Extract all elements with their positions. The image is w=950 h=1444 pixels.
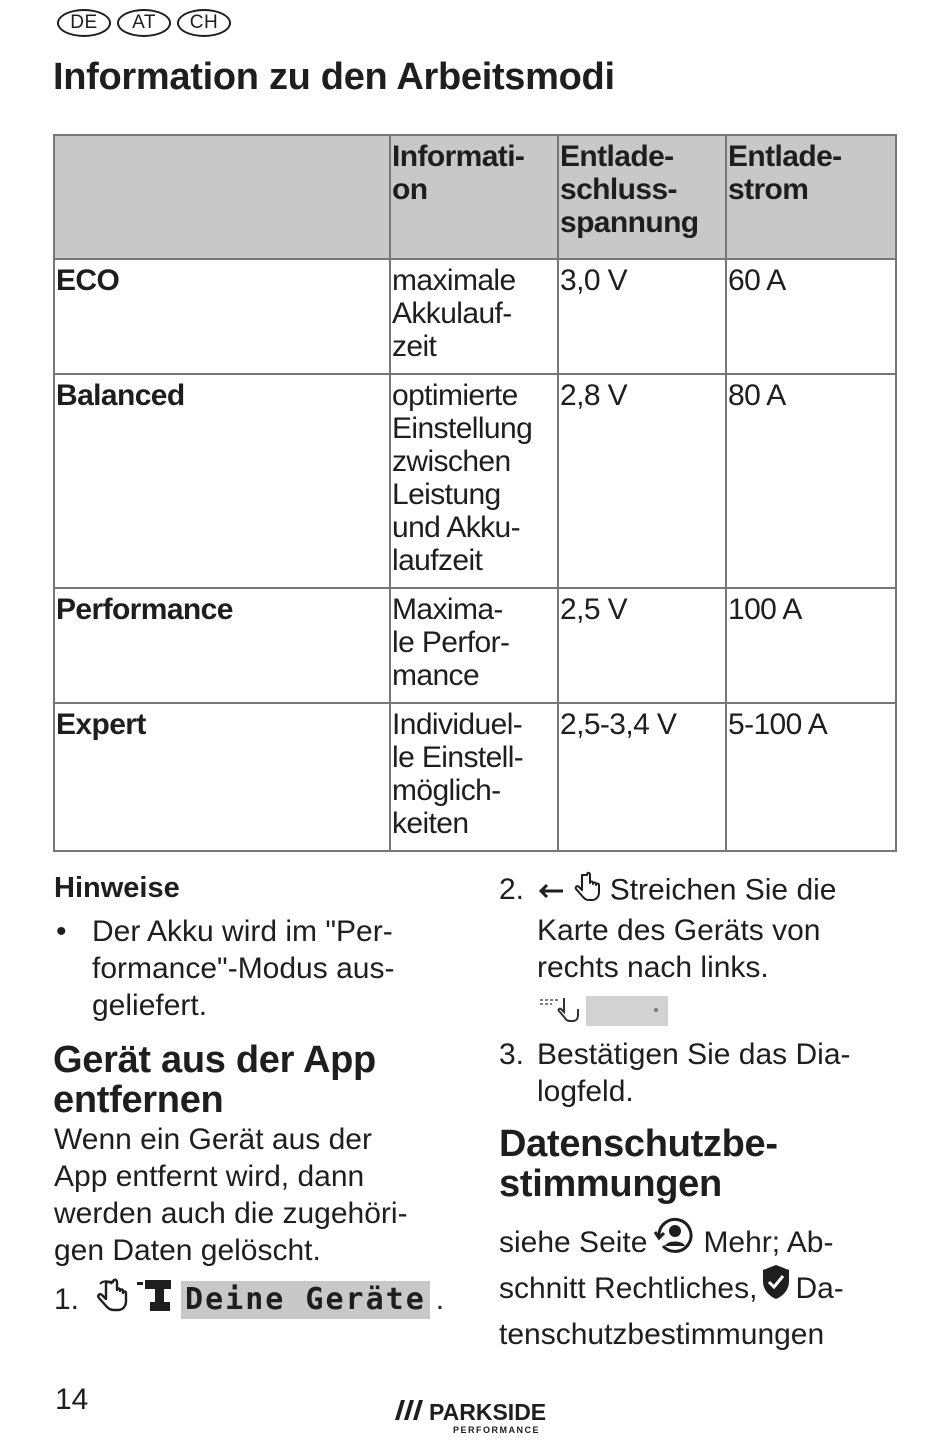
step-text: Bestätigen Sie das Dia- logfeld. (537, 1038, 851, 1108)
notes-list-item (54, 913, 434, 1028)
step-number: 2. (499, 873, 525, 906)
mode-voltage: 3,0 V (558, 259, 726, 374)
page-title: Information zu den Arbeitsmodi (53, 56, 615, 98)
drill-icon (135, 1278, 175, 1322)
country-badges (57, 9, 231, 37)
mode-name: ECO (54, 259, 390, 374)
mode-current: 5-100 A (726, 703, 896, 851)
swipe-hand-icon (573, 871, 601, 912)
privacy-line (499, 1219, 899, 1265)
user-circle-icon (653, 1217, 697, 1267)
privacy-line (499, 1311, 899, 1357)
shield-check-icon (761, 1263, 791, 1313)
step-number: 1. (54, 1283, 80, 1316)
privacy-line (499, 1265, 899, 1311)
mode-info: optimierte Einstellung zwischen Leistung und Akku- laufzeit (390, 374, 558, 588)
remove-device-heading: Gerät aus der App entfernen (53, 1039, 376, 1121)
table-row (54, 588, 896, 703)
step-text: Streichen Sie die Karte des Geräts von rechts nach links. (537, 873, 837, 984)
note-text: Der Akku wird im "Per- formance"-Modus aus- geliefert. (92, 915, 395, 1022)
table-header-row (54, 135, 896, 259)
mode-name: Balanced (54, 374, 390, 588)
page-number: 14 (55, 1383, 89, 1416)
mode-info: maximale Akkulauf- zeit (390, 259, 558, 374)
mode-current: 100 A (726, 588, 896, 703)
step-3 (499, 1036, 879, 1116)
step-number: 3. (499, 1038, 525, 1071)
step-content (537, 871, 867, 986)
mode-info: Individuel- le Einstell- möglich- keiten (390, 703, 558, 851)
my-devices-button[interactable]: Deine Geräte (181, 1281, 430, 1319)
mode-name: Performance (54, 588, 390, 703)
mode-voltage: 2,5 V (558, 588, 726, 703)
mode-name: Expert (54, 703, 390, 851)
logo-subtext: PERFORMANCE (453, 1425, 541, 1435)
step-end: . (435, 1283, 445, 1316)
table-header-cell: Entlade- strom (726, 135, 896, 259)
privacy-text (499, 1219, 899, 1357)
bullet: • (56, 915, 67, 948)
step-1 (54, 1278, 444, 1322)
step-2 (499, 871, 879, 991)
country-badge-ch: CH (177, 9, 231, 37)
table-row (54, 374, 896, 588)
privacy-heading: Datenschutzbe- stimmungen (499, 1123, 778, 1205)
mode-info: Maxima- le Perfor- mance (390, 588, 558, 703)
privacy-text-part: siehe Seite (499, 1225, 648, 1259)
privacy-text-part: tenschutzbestimmungen (499, 1317, 825, 1351)
country-badge-at: AT (117, 9, 171, 37)
parkside-logo (391, 1396, 563, 1436)
logo-text: PARKSIDE (429, 1399, 547, 1425)
mode-voltage: 2,8 V (558, 374, 726, 588)
mode-current: 60 A (726, 259, 896, 374)
table-row (54, 703, 896, 851)
country-badge-de: DE (57, 9, 111, 37)
table-header-cell: Informati- on (390, 135, 558, 259)
table-header-cell: Entlade- schluss- spannung (558, 135, 726, 259)
mode-voltage: 2,5-3,4 V (558, 703, 726, 851)
privacy-text-part: Mehr; Ab- (703, 1225, 834, 1259)
notes-heading: Hinweise (54, 872, 180, 904)
swipe-card-illustration (538, 994, 668, 1028)
modes-table (53, 134, 897, 852)
privacy-text-part: schnitt Rechtliches, (499, 1271, 758, 1305)
mode-current: 80 A (726, 374, 896, 588)
hand-tap-icon (95, 1278, 129, 1322)
arrow-left-icon (537, 873, 565, 910)
table-row (54, 259, 896, 374)
remove-device-text: Wenn ein Gerät aus der App entfernt wird, dann werden auch die zugehöri- gen Daten gelöscht. (54, 1123, 408, 1267)
privacy-text-part: Da- (795, 1271, 844, 1305)
table-header-cell (54, 135, 390, 259)
